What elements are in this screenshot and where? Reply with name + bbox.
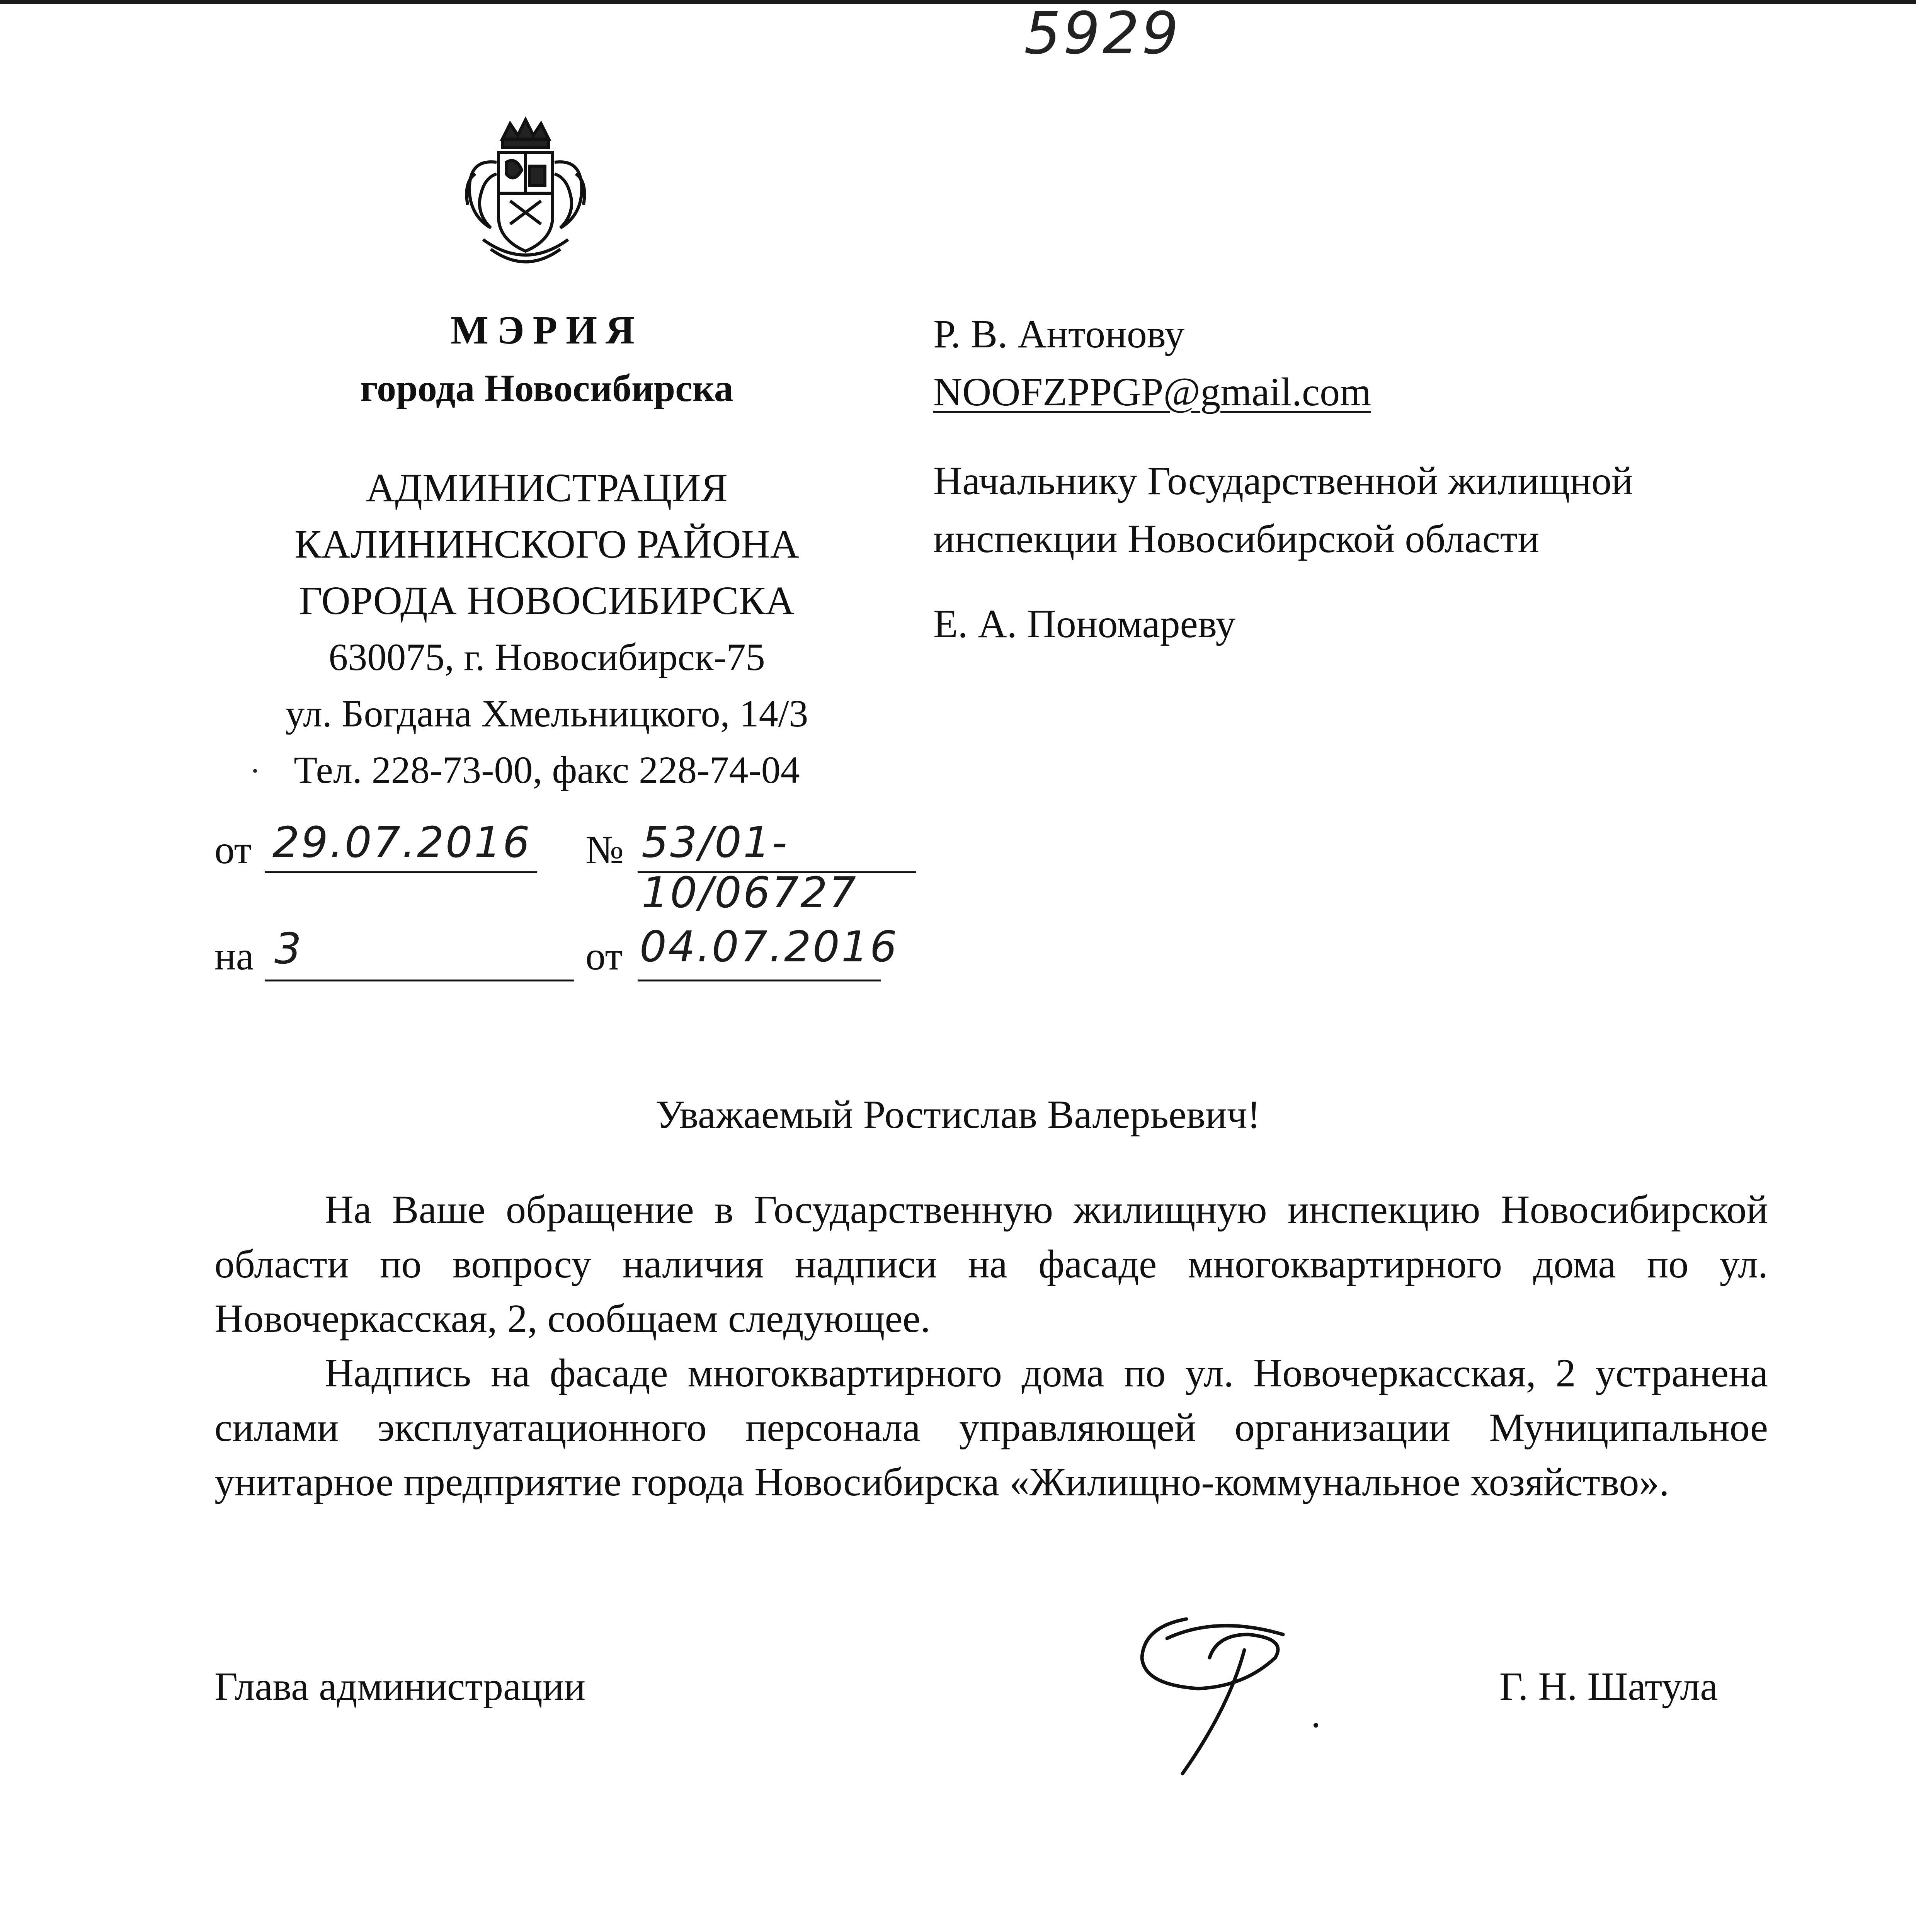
reply-number-underline — [265, 980, 574, 981]
date-underline-end — [400, 871, 537, 873]
body-paragraph-2: Надпись на фасаде многоквартирного дома по ул. Новочеркасская, 2 устранена силами эксплуатационного персонала управляющей организации Муниципальное унитарное предприятие города Новосибирска «Жилищно-коммунальное хозяйство». — [214, 1351, 1768, 1504]
recipients — [933, 305, 1822, 653]
reply-date: 04.07.2016 — [640, 922, 898, 971]
copy-recipient-name: Е. А. Пономареву — [933, 602, 1236, 646]
org-city: города Новосибирска — [360, 367, 733, 410]
reference-row-reply — [214, 922, 987, 993]
coat-of-arms-icon — [452, 116, 599, 278]
salutation: Уважаемый Ростислав Валерьевич! — [655, 1092, 1261, 1137]
copy-recipient-line-2: инспекции Новосибирской области — [933, 517, 1539, 561]
handwritten-incoming-number: 5929 — [1024, 0, 1181, 67]
reply-label: на — [214, 934, 254, 978]
address-line-1: 630075, г. Новосибирск-75 — [328, 636, 765, 679]
address-line-2: ул. Богдана Хмельницкого, 14/3 — [285, 692, 808, 735]
org-title: МЭРИЯ — [450, 308, 643, 352]
admin-line-3: ГОРОДА НОВОСИБИРСКА — [299, 578, 795, 623]
copy-recipient-line-1: Начальнику Государственной жилищной — [933, 459, 1633, 503]
from-label: от — [214, 828, 252, 872]
reference-row-outgoing — [214, 818, 987, 917]
reply-date-underline — [638, 980, 881, 981]
addressee-name: Р. В. Антонову — [933, 312, 1185, 356]
signatory-name: Г. Н. Шатула — [1499, 1664, 1718, 1709]
reply-date-label: от — [585, 934, 623, 978]
outgoing-number: 53/01-10/06727 — [642, 818, 858, 917]
number-label: № — [585, 828, 624, 872]
outgoing-date: 29.07.2016 — [272, 818, 531, 867]
date-underline — [265, 871, 400, 873]
admin-line-1: АДМИНИСТРАЦИЯ — [366, 466, 728, 510]
admin-line-2: КАЛИНИНСКОГО РАЙОНА — [294, 522, 799, 566]
addressee-email[interactable]: NOOFZPPGP@gmail.com — [933, 370, 1371, 414]
signatory-title: Глава администрации — [214, 1664, 586, 1709]
letterhead — [162, 301, 931, 798]
handwritten-signature — [1121, 1592, 1368, 1793]
scan-speck — [253, 769, 257, 773]
letter-body — [214, 1182, 1768, 1509]
scan-top-edge — [0, 0, 1916, 4]
body-paragraph-1: На Ваше обращение в Государственную жилищную инспекцию Новосибирской области по вопросу наличия надписи на фасаде многоквартирного дома по ул. Новочеркасская, 2, сообщаем следующее. — [214, 1187, 1768, 1341]
phone-line: Тел. 228-73-00, факс 228-74-04 — [294, 748, 800, 791]
reply-number: 3 — [274, 924, 303, 973]
number-underline — [638, 871, 916, 873]
